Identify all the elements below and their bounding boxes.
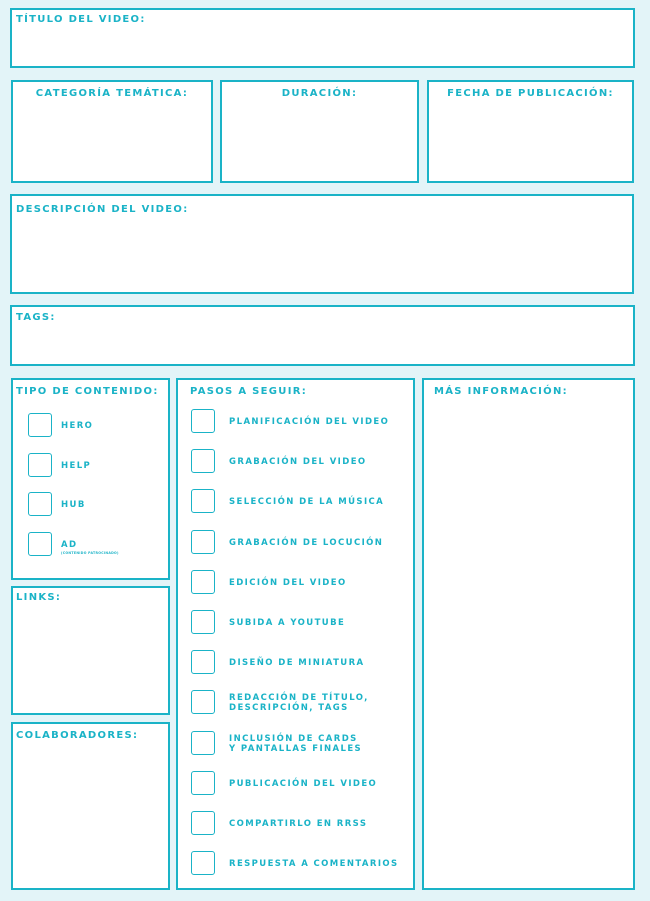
step-label: COMPARTIRLO EN RRSS [229,819,368,829]
step-label: DISEÑO DE MINIATURA [229,658,365,669]
colaboradores-field[interactable] [11,722,170,890]
option-ad-label: AD [61,540,78,550]
step-label: GRABACIÓN DE LOCUCIÓN [229,537,384,548]
step-checkbox[interactable] [191,650,215,674]
option-help-label: HELP [61,461,92,471]
step-label: SUBIDA A YOUTUBE [229,618,346,628]
step-checkbox[interactable] [191,851,215,875]
step-label: PUBLICACIÓN DEL VIDEO [229,778,378,789]
checkbox-hub[interactable] [28,492,52,516]
checkbox-ad[interactable] [28,532,52,556]
tipo-contenido-panel [11,378,170,580]
mas-info-label: MÁS INFORMACIÓN: [434,386,568,397]
option-hero-label: HERO [61,421,94,431]
checkbox-hero[interactable] [28,413,52,437]
step-checkbox[interactable] [191,610,215,634]
duracion-label: DURACIÓN: [281,88,358,99]
categoria-label: CATEGORÍA TEMÁTICA: [35,88,189,99]
tipo-contenido-title: TIPO DE CONTENIDO: [16,386,159,397]
option-hub-label: HUB [61,500,86,510]
descripcion-label: DESCRIPCIÓN DEL VIDEO: [16,204,189,215]
links-label: LINKS: [16,592,62,603]
step-checkbox[interactable] [191,811,215,835]
duracion-field[interactable] [220,80,419,183]
step-label-line2: Y PANTALLAS FINALES [229,743,363,754]
fecha-label: FECHA DE PUBLICACIÓN: [447,88,614,99]
fecha-field[interactable] [427,80,634,183]
step-label-line2: DESCRIPCIÓN, TAGS [229,703,349,714]
step-label: RESPUESTA A COMENTARIOS [229,859,399,870]
step-checkbox[interactable] [191,771,215,795]
step-label: EDICIÓN DEL VIDEO [229,577,347,588]
titulo-field[interactable] [10,8,635,68]
pasos-title: PASOS A SEGUIR: [190,386,308,397]
descripcion-field[interactable] [10,194,634,294]
links-field[interactable] [11,586,170,715]
step-checkbox[interactable] [191,570,215,594]
step-label: PLANIFICACIÓN DEL VIDEO [229,417,390,427]
step-checkbox[interactable] [191,489,215,513]
option-ad-note: (CONTENIDO PATROCINADO) [61,551,119,555]
step-checkbox[interactable] [191,690,215,714]
tags-field[interactable] [10,305,635,366]
step-label: REDACCIÓN DE TÍTULO, [229,693,369,704]
step-label: INCLUSIÓN DE CARDS [229,733,358,744]
titulo-label: TÍTULO DEL VIDEO: [16,14,146,25]
mas-info-field[interactable] [422,378,635,890]
categoria-field[interactable] [11,80,213,183]
step-checkbox[interactable] [191,530,215,554]
step-label: GRABACIÓN DEL VIDEO [229,457,367,468]
step-checkbox[interactable] [191,449,215,473]
tags-label: TAGS: [16,312,56,323]
step-label: SELECCIÓN DE LA MÚSICA [229,497,385,508]
step-checkbox[interactable] [191,409,215,433]
colaboradores-label: COLABORADORES: [16,730,139,741]
step-checkbox[interactable] [191,731,215,755]
pasos-panel [176,378,415,890]
checkbox-help[interactable] [28,453,52,477]
